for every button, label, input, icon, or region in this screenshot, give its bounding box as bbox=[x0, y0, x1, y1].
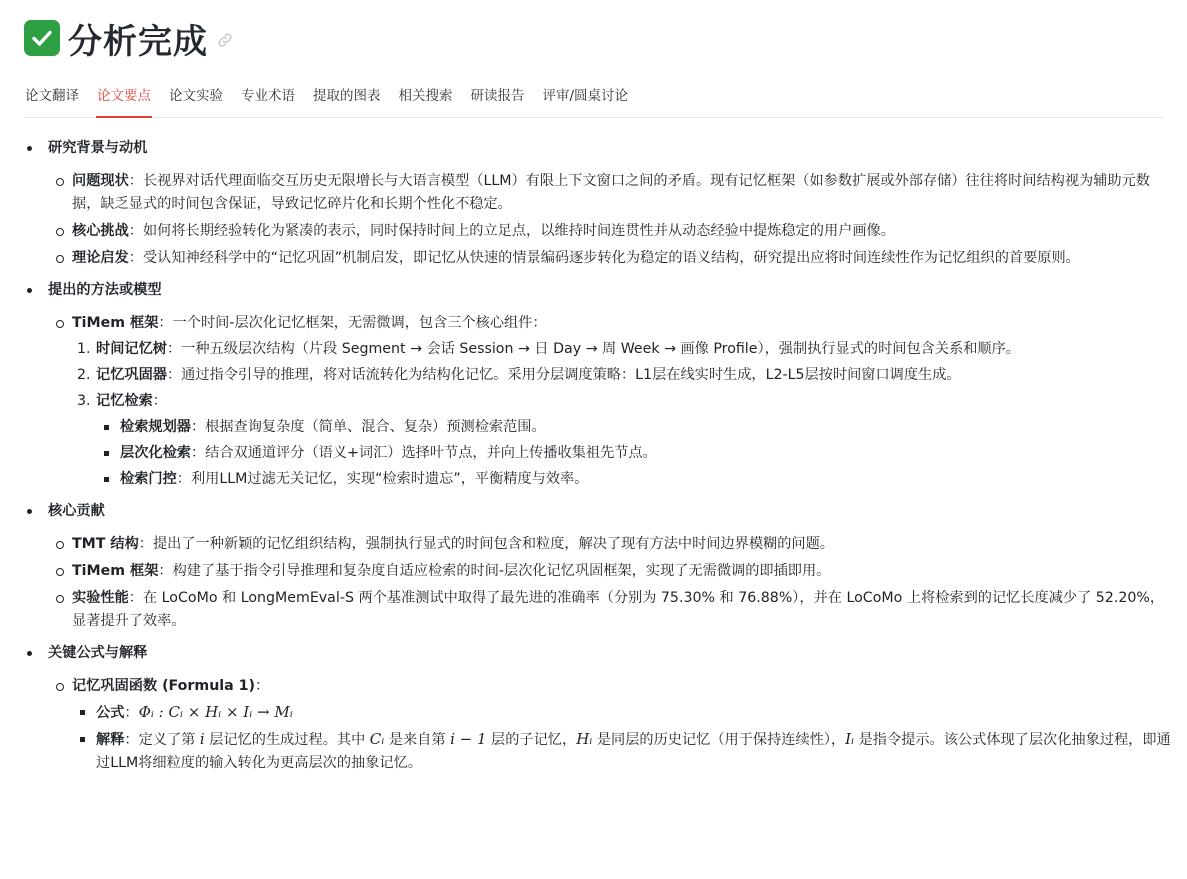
list-item: 检索规划器：根据查询复杂度（简单、混合、复杂）预测检索范围。 bbox=[96, 416, 1175, 439]
title-row bbox=[24, 16, 1175, 60]
tab-figures[interactable]: 提取的图表 bbox=[313, 87, 381, 104]
list-item: 公式：Φᵢ : Cᵢ × Hᵢ × Iᵢ → Mᵢ bbox=[72, 701, 1175, 725]
section-contributions bbox=[24, 495, 1175, 633]
section-method bbox=[24, 274, 1175, 491]
section-background bbox=[24, 132, 1175, 270]
section-title: 关键公式与解释 bbox=[48, 645, 148, 661]
list-item: 2. 记忆巩固器：通过指令引导的推理，将对话流转化为结构化记忆。采用分层调度策略：L1层在线实时生成，L2-L5层按时间窗口调度生成。 bbox=[77, 367, 961, 383]
list-item: 理论启发：受认知神经科学中的“记忆巩固”机制启发，即记忆从快速的情景编码逐步转化为稳定的语义结构，研究提出应将时间连续性作为记忆组织的首要原则。 bbox=[48, 247, 1175, 270]
tab-translation[interactable]: 论文翻译 bbox=[25, 87, 79, 104]
check-icon bbox=[24, 20, 60, 56]
section-title: 核心贡献 bbox=[48, 503, 105, 519]
list-item: 层次化检索：结合双通道评分（语义+词汇）选择叶节点，并向上传播收集祖先节点。 bbox=[96, 442, 1175, 465]
tab-related-search[interactable]: 相关搜索 bbox=[398, 87, 453, 104]
list-item: 实验性能：在 LoCoMo 和 LongMemEval-S 两个基准测试中取得了最先进的准确率（分别为 75.30% 和 76.88%），并在 LoCoMo 上将检索到的记忆长度减少了 52.20%，显著提升了效率。 bbox=[48, 587, 1175, 633]
page bbox=[0, 16, 1187, 879]
list-item: 核心挑战：如何将长期经验转化为紧凑的表示，同时保持时间上的立足点，以维持时间连贯性并从动态经验中提炼稳定的用户画像。 bbox=[48, 220, 1175, 243]
list-item: 记忆巩固函数 (Formula 1)： 公式：Φᵢ : Cᵢ × Hᵢ × Iᵢ → Mᵢ 解释：定义了第 i 层记忆的生成过程。其中 Cᵢ 是来自第 i − 1 层的子记忆，Hᵢ 是同层的历史记忆（用于保持连续性），Iᵢ 是指令提示。该公式体现了层次化抽象过程，即通过LLM将细粒度的输入转化为更高层次的抽象记忆。 bbox=[48, 675, 1175, 775]
tab-report[interactable]: 研读报告 bbox=[470, 87, 525, 104]
link-icon[interactable] bbox=[216, 31, 234, 53]
tab-terminology[interactable]: 专业术语 bbox=[241, 87, 295, 104]
section-title: 研究背景与动机 bbox=[48, 140, 148, 156]
tab-key-points[interactable]: 论文要点 bbox=[96, 74, 152, 118]
list-item: 3. 记忆检索： 检索规划器：根据查询复杂度（简单、混合、复杂）预测检索范围。 层次化检索：结合双通道评分（语义+词汇）选择叶节点，并向上传播收集祖先节点。 检索门控：利用LLM过滤无关记忆，实现“检索时遗忘”，平衡精度与效率。 bbox=[72, 390, 1175, 491]
list-item: TiMem 框架：构建了基于指令引导推理和复杂度自适应检索的时间-层次化记忆巩固框架，实现了无需微调的即插即用。 bbox=[48, 560, 1175, 583]
list-item: TMT 结构：提出了一种新颖的记忆组织结构，强制执行显式的时间包含和粒度，解决了现有方法中时间边界模糊的问题。 bbox=[48, 533, 1175, 556]
page-title: 分析完成 bbox=[68, 21, 208, 62]
list-item: 1. 时间记忆树：一种五级层次结构（片段 Segment → 会话 Session → 日 Day → 周 Week → 画像 Profile），强制执行显式的时间包含关系和顺序。 bbox=[77, 341, 1020, 357]
section-title: 提出的方法或模型 bbox=[48, 282, 162, 298]
list-item: 检索门控：利用LLM过滤无关记忆，实现“检索时遗忘”，平衡精度与效率。 bbox=[96, 468, 1175, 491]
list-item: TiMem 框架：一个时间-层次化记忆框架，无需微调，包含三个核心组件： 1. 时间记忆树：一种五级层次结构（片段 Segment → 会话 Session → 日 Day → 周 Week → 画像 Profile），强制执行显式的时间包含关系和顺序。 2. 记忆巩固器：通过指令引导的推理，将对话流转化为结构化记忆。采用分层调度策略：L1层在线实时生成，L2-L5层按时间窗口调度生成。 3. 记忆检索： 检索规划器：根据查询复杂度（简单、混合、复杂）预测检索范围。 层次化检索：结合双通道评分（语义+词汇）选择叶节点，并向上传播收集祖先节点。 检索门控：利用LLM过滤无关记忆，实现“检索时遗忘”，平衡精度与效率。 bbox=[48, 312, 1175, 491]
tab-bar bbox=[24, 74, 1163, 118]
tab-experiments[interactable]: 论文实验 bbox=[169, 87, 223, 104]
key-points-content bbox=[24, 132, 1175, 775]
formula: Φᵢ : Cᵢ × Hᵢ × Iᵢ → Mᵢ bbox=[138, 703, 293, 721]
section-formulas bbox=[24, 637, 1175, 775]
list-item: 问题现状：长视界对话代理面临交互历史无限增长与大语言模型（LLM）有限上下文窗口之间的矛盾。现有记忆框架（如参数扩展或外部存储）往往将时间结构视为辅助元数据，缺乏显式的时间包含保证，导致记忆碎片化和长期个性化不稳定。 bbox=[48, 170, 1175, 216]
list-item: 解释：定义了第 i 层记忆的生成过程。其中 Cᵢ 是来自第 i − 1 层的子记忆，Hᵢ 是同层的历史记忆（用于保持连续性），Iᵢ 是指令提示。该公式体现了层次化抽象过程，即通过LLM将细粒度的输入转化为更高层次的抽象记忆。 bbox=[72, 728, 1175, 775]
tab-review[interactable]: 评审/圆桌讨论 bbox=[542, 87, 629, 104]
